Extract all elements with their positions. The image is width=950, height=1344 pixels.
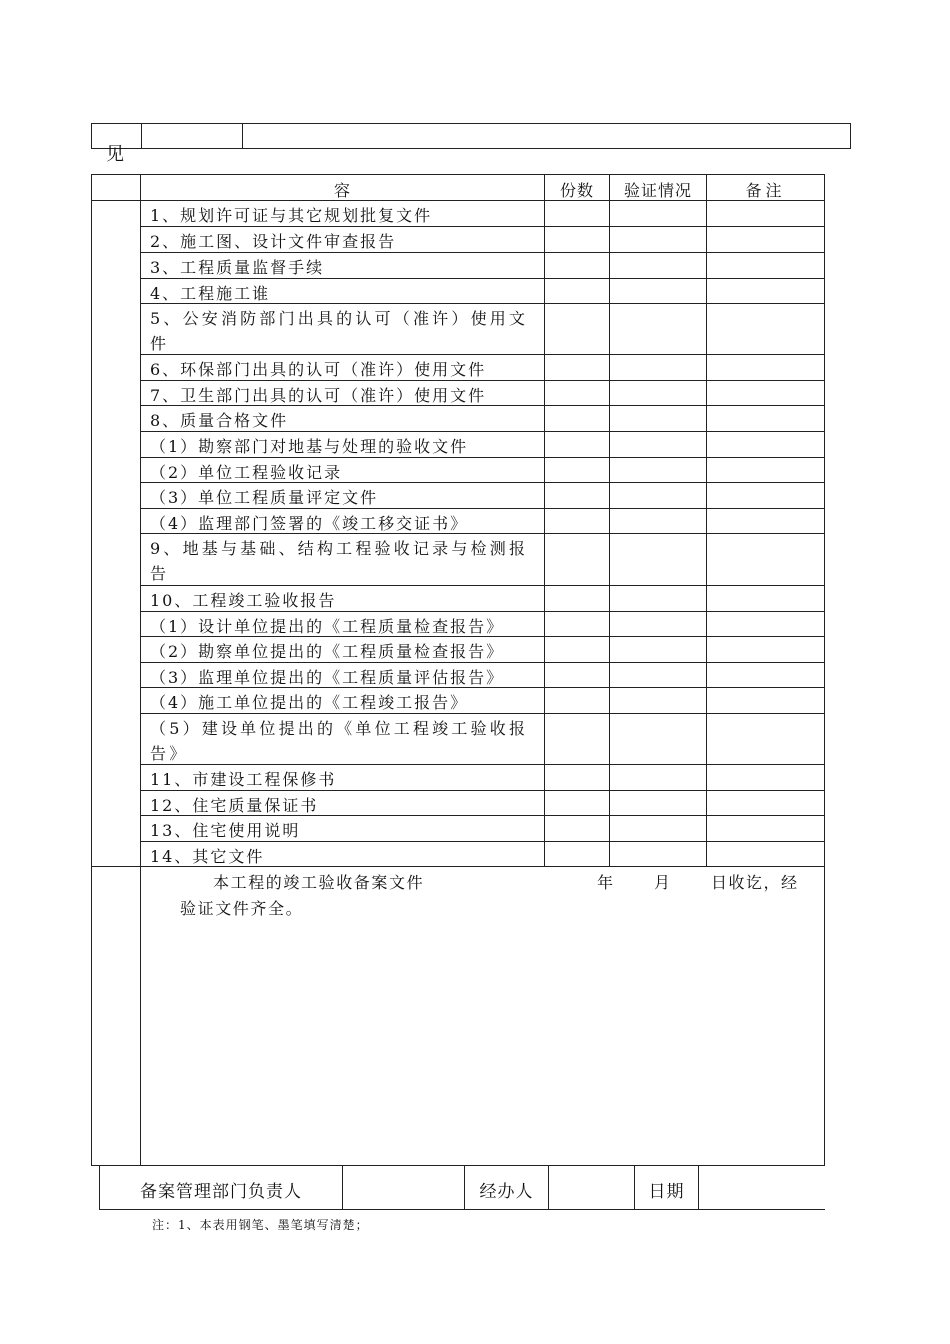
document-row-label: （5）建设单位提出的《单位工程竣工验收报告》 (150, 719, 529, 763)
row-rule (140, 790, 825, 791)
document-row-label: （1）勘察部门对地基与处理的验收文件 (150, 437, 469, 456)
rule (242, 123, 243, 149)
document-row-label: 4、工程施工谁 (150, 284, 271, 303)
handler-label: 经办人 (479, 1182, 534, 1202)
rule (342, 1165, 343, 1210)
receipt-text: 本工程的竣工验收备案文件 (213, 873, 425, 892)
rule (698, 1165, 699, 1210)
document-row-label: 2、施工图、设计文件审查报告 (150, 232, 397, 251)
rule (850, 123, 851, 149)
rule (141, 123, 142, 149)
rule (824, 174, 825, 1166)
footnote: 注：1、本表用钢笔、墨笔填写清楚； (152, 1218, 369, 1232)
document-row-label: （2）勘察单位提出的《工程质量检查报告》 (150, 642, 505, 661)
row-rule (140, 226, 825, 227)
document-row-label: （4）施工单位提出的《工程竣工报告》 (150, 693, 469, 712)
rule (91, 123, 851, 124)
row-rule (140, 841, 825, 842)
row-rule (140, 278, 825, 279)
rule (91, 174, 92, 1166)
document-row-label: 3、工程质量监督手续 (150, 258, 325, 277)
receipt-day: 日收讫，经 (711, 873, 799, 892)
row-rule (140, 431, 825, 432)
document-row-label: 14、其它文件 (150, 847, 265, 866)
document-row-label: 6、环保部门出具的认可（准许）使用文件 (150, 360, 487, 379)
row-rule (140, 764, 825, 765)
receipt-text-line2: 验证文件齐全。 (180, 899, 304, 918)
document-row-label: 8、质量合格文件 (150, 411, 289, 430)
rule (91, 148, 851, 149)
rule (99, 1209, 825, 1210)
row-rule (140, 815, 825, 816)
row-rule (140, 482, 825, 483)
row-rule (140, 252, 825, 253)
document-row-label: （2）单位工程验收记录 (150, 463, 343, 482)
document-row-label: 13、住宅使用说明 (150, 821, 301, 840)
document-row-label: 7、卫生部门出具的认可（准许）使用文件 (150, 386, 487, 405)
header-remarks: 备注 (745, 181, 786, 200)
document-row-label: （4）监理部门签署的《竣工移交证书》 (150, 514, 469, 533)
header-copies: 份数 (559, 181, 594, 200)
rule (91, 174, 825, 175)
document-row-label: （3）监理单位提出的《工程质量评估报告》 (150, 668, 505, 687)
row-rule (140, 405, 825, 406)
row-rule (140, 508, 825, 509)
receipt-month: 月 (654, 873, 673, 892)
row-rule (140, 662, 825, 663)
rule (140, 174, 141, 1166)
document-row-label: （3）单位工程质量评定文件 (150, 488, 379, 507)
document-row-label: 5、公安消防部门出具的认可（准许）使用文件 (150, 309, 529, 353)
row-rule (140, 636, 825, 637)
row-rule (140, 303, 825, 304)
rule (91, 1165, 825, 1166)
rule (548, 1165, 549, 1210)
receipt-year: 年 (597, 873, 616, 892)
document-row-label: 9、地基与基础、结构工程验收记录与检测报告 (150, 539, 529, 583)
rule (91, 123, 92, 149)
row-rule (140, 457, 825, 458)
row-rule (140, 585, 825, 586)
row-rule (140, 354, 825, 355)
header-verification: 验证情况 (623, 181, 692, 200)
row-rule (140, 611, 825, 612)
document-row-label: （1）设计单位提出的《工程质量检查报告》 (150, 617, 505, 636)
row-rule (140, 687, 825, 688)
document-row-label: 1、规划许可证与其它规划批复文件 (150, 206, 433, 225)
document-row-label: 10、工程竣工验收报告 (150, 591, 337, 610)
document-row-label: 12、住宅质量保证书 (150, 796, 319, 815)
row-rule (140, 713, 825, 714)
row-rule (140, 533, 825, 534)
header-content: 容 (333, 181, 351, 200)
document-row-label: 11、市建设工程保修书 (150, 770, 337, 789)
row-rule (140, 380, 825, 381)
dept-head-label: 备案管理部门负责人 (140, 1182, 302, 1202)
opinion-label-fragment: 见 (106, 144, 124, 165)
date-label: 日期 (648, 1182, 685, 1202)
